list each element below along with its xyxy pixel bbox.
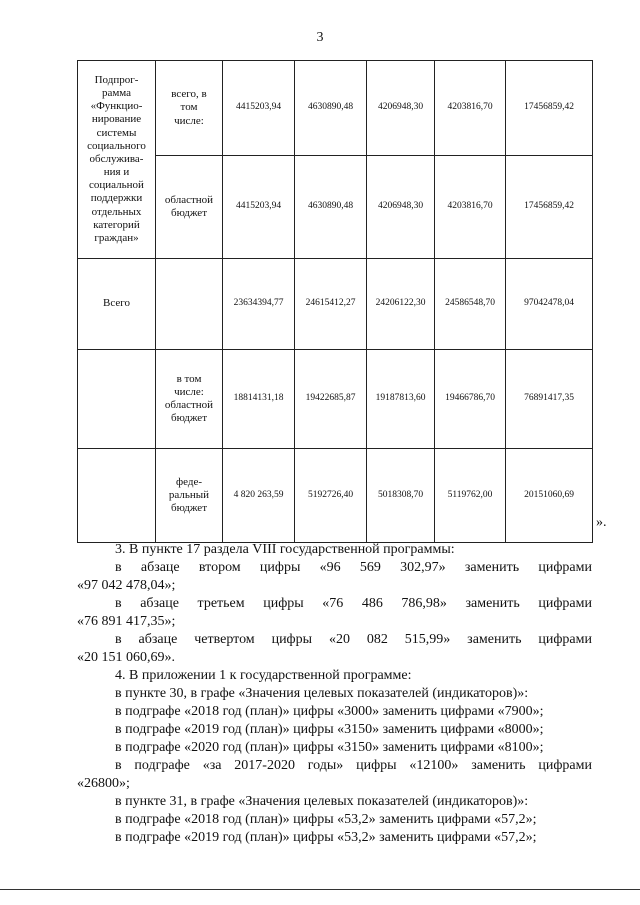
paragraph: в абзаце третьем цифры «76 486 786,98» заменить цифрами: [115, 596, 592, 611]
funding-type-cell: [156, 61, 223, 156]
funding-type-cell: [156, 156, 223, 259]
paragraph: в подграфе «2018 год (план)» цифры «53,2» заменить цифрами «57,2»;: [115, 812, 537, 827]
value-cell: 19422685,87: [295, 350, 367, 449]
paragraph: «26800»;: [77, 776, 130, 791]
value-cell: 18814131,18: [223, 350, 295, 449]
value-cell: 19466786,70: [435, 350, 506, 449]
paragraph: в подграфе «2020 год (план)» цифры «3150» заменить цифрами «8100»;: [115, 740, 544, 755]
value-cell: 4203816,70: [435, 156, 506, 259]
table-row: [78, 156, 593, 259]
total-cell: 17456859,42: [506, 61, 593, 156]
paragraph: в подграфе «за 2017-2020 годы» цифры «12100» заменить цифрами: [115, 758, 592, 773]
value-cell: 24206122,30: [367, 259, 435, 350]
funding-type: всего, в том числе:: [171, 88, 207, 127]
amendment-text: [77, 541, 592, 847]
page-bottom-rule: [0, 889, 640, 890]
paragraph: «97 042 478,04»;: [77, 578, 176, 593]
table-row: [78, 61, 593, 156]
row-label-cell: Всего: [78, 259, 156, 350]
funding-type-cell: [156, 449, 223, 543]
value-cell: 5018308,70: [367, 449, 435, 543]
paragraph: «76 891 417,35»;: [77, 614, 176, 629]
value-cell: 5192726,40: [295, 449, 367, 543]
total-cell: 97042478,04: [506, 259, 593, 350]
row-label-cell: [78, 449, 156, 543]
value-cell: 5119762,00: [435, 449, 506, 543]
total-cell: 20151060,69: [506, 449, 593, 543]
table-row: [78, 259, 593, 350]
funding-type: областной бюджет: [164, 193, 214, 219]
total-cell: 76891417,35: [506, 350, 593, 449]
value-cell: 24615412,27: [295, 259, 367, 350]
row-label-cell: [78, 350, 156, 449]
paragraph: в пункте 31, в графе «Значения целевых показателей (индикаторов)»:: [115, 794, 529, 809]
subprogram-name: Подпрог- рамма «Функцио- нирование системы социального обслужива- ния и социальной поддержки отдельных категорий граждан»: [87, 73, 146, 245]
value-cell: 4630890,48: [295, 61, 367, 156]
value-cell: 4206948,30: [367, 61, 435, 156]
funding-type-cell: [156, 259, 223, 350]
value-cell: 4630890,48: [295, 156, 367, 259]
paragraph: в пункте 30, в графе «Значения целевых показателей (индикаторов)»:: [115, 686, 529, 701]
funding-type: феде- ральный бюджет: [168, 475, 210, 515]
table-closing-quote: ».: [596, 515, 607, 530]
value-cell: 4415203,94: [223, 156, 295, 259]
value-cell: 4206948,30: [367, 156, 435, 259]
page-number: 3: [316, 30, 324, 45]
paragraph: 3. В пункте 17 раздела VIII государственной программы:: [115, 542, 455, 557]
budget-table: [77, 60, 593, 543]
subprogram-name-cell: [78, 61, 156, 259]
value-cell: 4415203,94: [223, 61, 295, 156]
paragraph: в подграфе «2019 год (план)» цифры «3150» заменить цифрами «8000»;: [115, 722, 544, 737]
paragraph: в подграфе «2018 год (план)» цифры «3000» заменить цифрами «7900»;: [115, 704, 544, 719]
paragraph: «20 151 060,69».: [77, 650, 175, 665]
value-cell: 19187813,60: [367, 350, 435, 449]
value-cell: 4203816,70: [435, 61, 506, 156]
funding-type: в том числе: областной бюджет: [164, 372, 214, 425]
table-row: [78, 350, 593, 449]
paragraph: 4. В приложении 1 к государственной программе:: [115, 668, 412, 683]
total-cell: 17456859,42: [506, 156, 593, 259]
table-row: [78, 449, 593, 543]
funding-type-cell: [156, 350, 223, 449]
paragraph: в абзаце четвертом цифры «20 082 515,99» заменить цифрами: [115, 632, 592, 647]
value-cell: 24586548,70: [435, 259, 506, 350]
paragraph: в подграфе «2019 год (план)» цифры «53,2» заменить цифрами «57,2»;: [115, 830, 537, 845]
value-cell: 4 820 263,59: [223, 449, 295, 543]
paragraph: в абзаце втором цифры «96 569 302,97» заменить цифрами: [115, 560, 592, 575]
value-cell: 23634394,77: [223, 259, 295, 350]
